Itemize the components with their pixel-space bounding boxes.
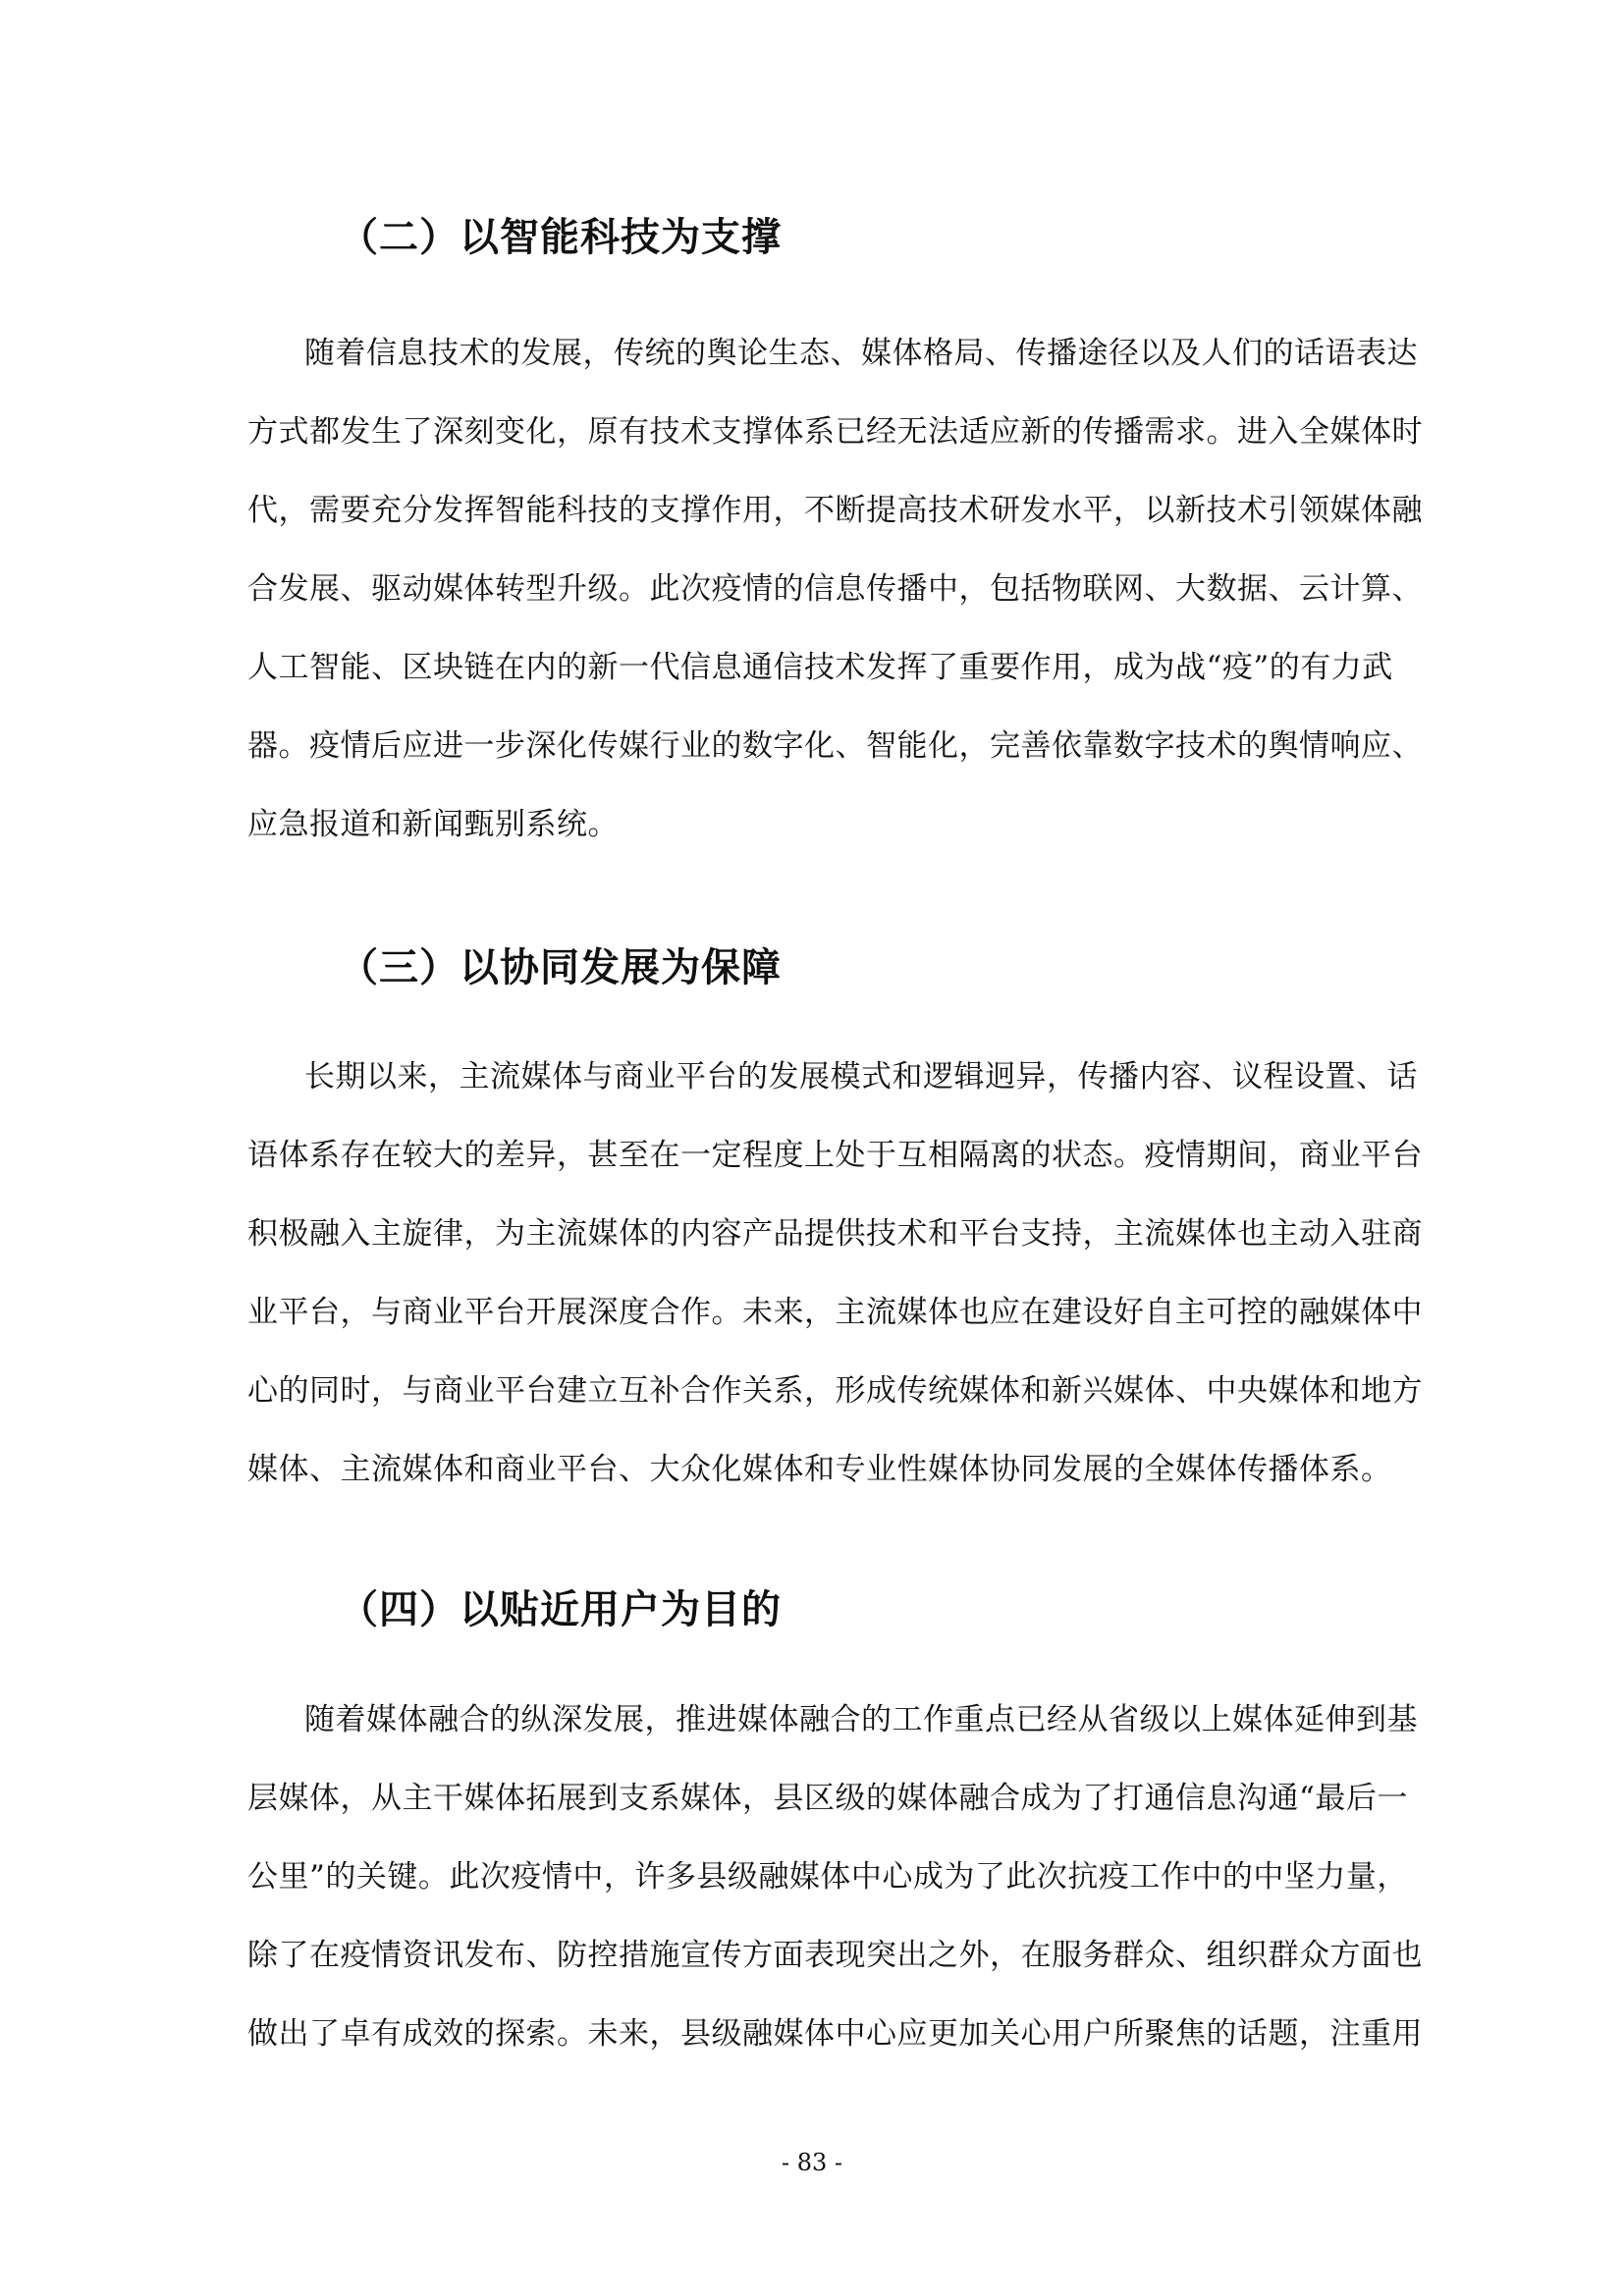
paragraph-line: 随着信息技术的发展，传统的舆论生态、媒体格局、传播途径以及人们的话语表达 xyxy=(304,336,1418,371)
paragraph-line: 长期以来，主流媒体与商业平台的发展模式和逻辑迥异，传播内容、议程设置、话 xyxy=(304,1059,1418,1095)
section-heading-3: （三）以协同发展为保障 xyxy=(339,944,782,990)
section-heading-2: （二）以智能科技为支撑 xyxy=(339,214,782,260)
paragraph-line: 器。疫情后应进一步深化传媒行业的数字化、智能化，完善依靠数字技术的舆情响应、 xyxy=(247,728,1423,764)
paragraph-line: 除了在疫情资讯发布、防控措施宣传方面表现突出之外，在服务群众、组织群众方面也 xyxy=(247,1938,1423,1973)
paragraph-line: 合发展、驱动媒体转型升级。此次疫情的信息传播中，包括物联网、大数据、云计算、 xyxy=(247,571,1423,607)
paragraph-line: 层媒体，从主干媒体拓展到支系媒体，县区级的媒体融合成为了打通信息沟通“最后一 xyxy=(247,1781,1408,1816)
paragraph-line: 心的同时，与商业平台建立互补合作关系，形成传统媒体和新兴媒体、中央媒体和地方 xyxy=(247,1373,1423,1409)
paragraph-line: 积极融入主旋律，为主流媒体的内容产品提供技术和平台支持，主流媒体也主动入驻商 xyxy=(247,1216,1423,1252)
paragraph-line: 代，需要充分发挥智能科技的支撑作用，不断提高技术研发水平，以新技术引领媒体融 xyxy=(247,493,1423,528)
paragraph-line: 媒体、主流媒体和商业平台、大众化媒体和专业性媒体协同发展的全媒体传播体系。 xyxy=(247,1452,1392,1487)
paragraph-line: 人工智能、区块链在内的新一代信息通信技术发挥了重要作用，成为战“疫”的有力武 xyxy=(247,650,1393,685)
paragraph-line: 做出了卓有成效的探索。未来，县级融媒体中心应更加关心用户所聚焦的话题，注重用 xyxy=(247,2016,1423,2052)
paragraph-line: 语体系存在较大的差异，甚至在一定程度上处于互相隔离的状态。疫情期间，商业平台 xyxy=(247,1138,1423,1173)
paragraph-line: 方式都发生了深刻变化，原有技术支撑体系已经无法适应新的传播需求。进入全媒体时 xyxy=(247,414,1423,450)
page-number: - 83 - xyxy=(781,2149,842,2176)
paragraph-line: 业平台，与商业平台开展深度合作。未来，主流媒体也应在建设好自主可控的融媒体中 xyxy=(247,1295,1423,1330)
section-heading-4: （四）以贴近用户为目的 xyxy=(339,1586,782,1632)
paragraph-line: 公里”的关键。此次疫情中，许多县级融媒体中心成为了此次抗疫工作中的中坚力量， xyxy=(247,1859,1408,1895)
paragraph-line: 应急报道和新闻甄别系统。 xyxy=(247,807,619,842)
paragraph-line: 随着媒体融合的纵深发展，推进媒体融合的工作重点已经从省级以上媒体延伸到基 xyxy=(304,1702,1418,1737)
